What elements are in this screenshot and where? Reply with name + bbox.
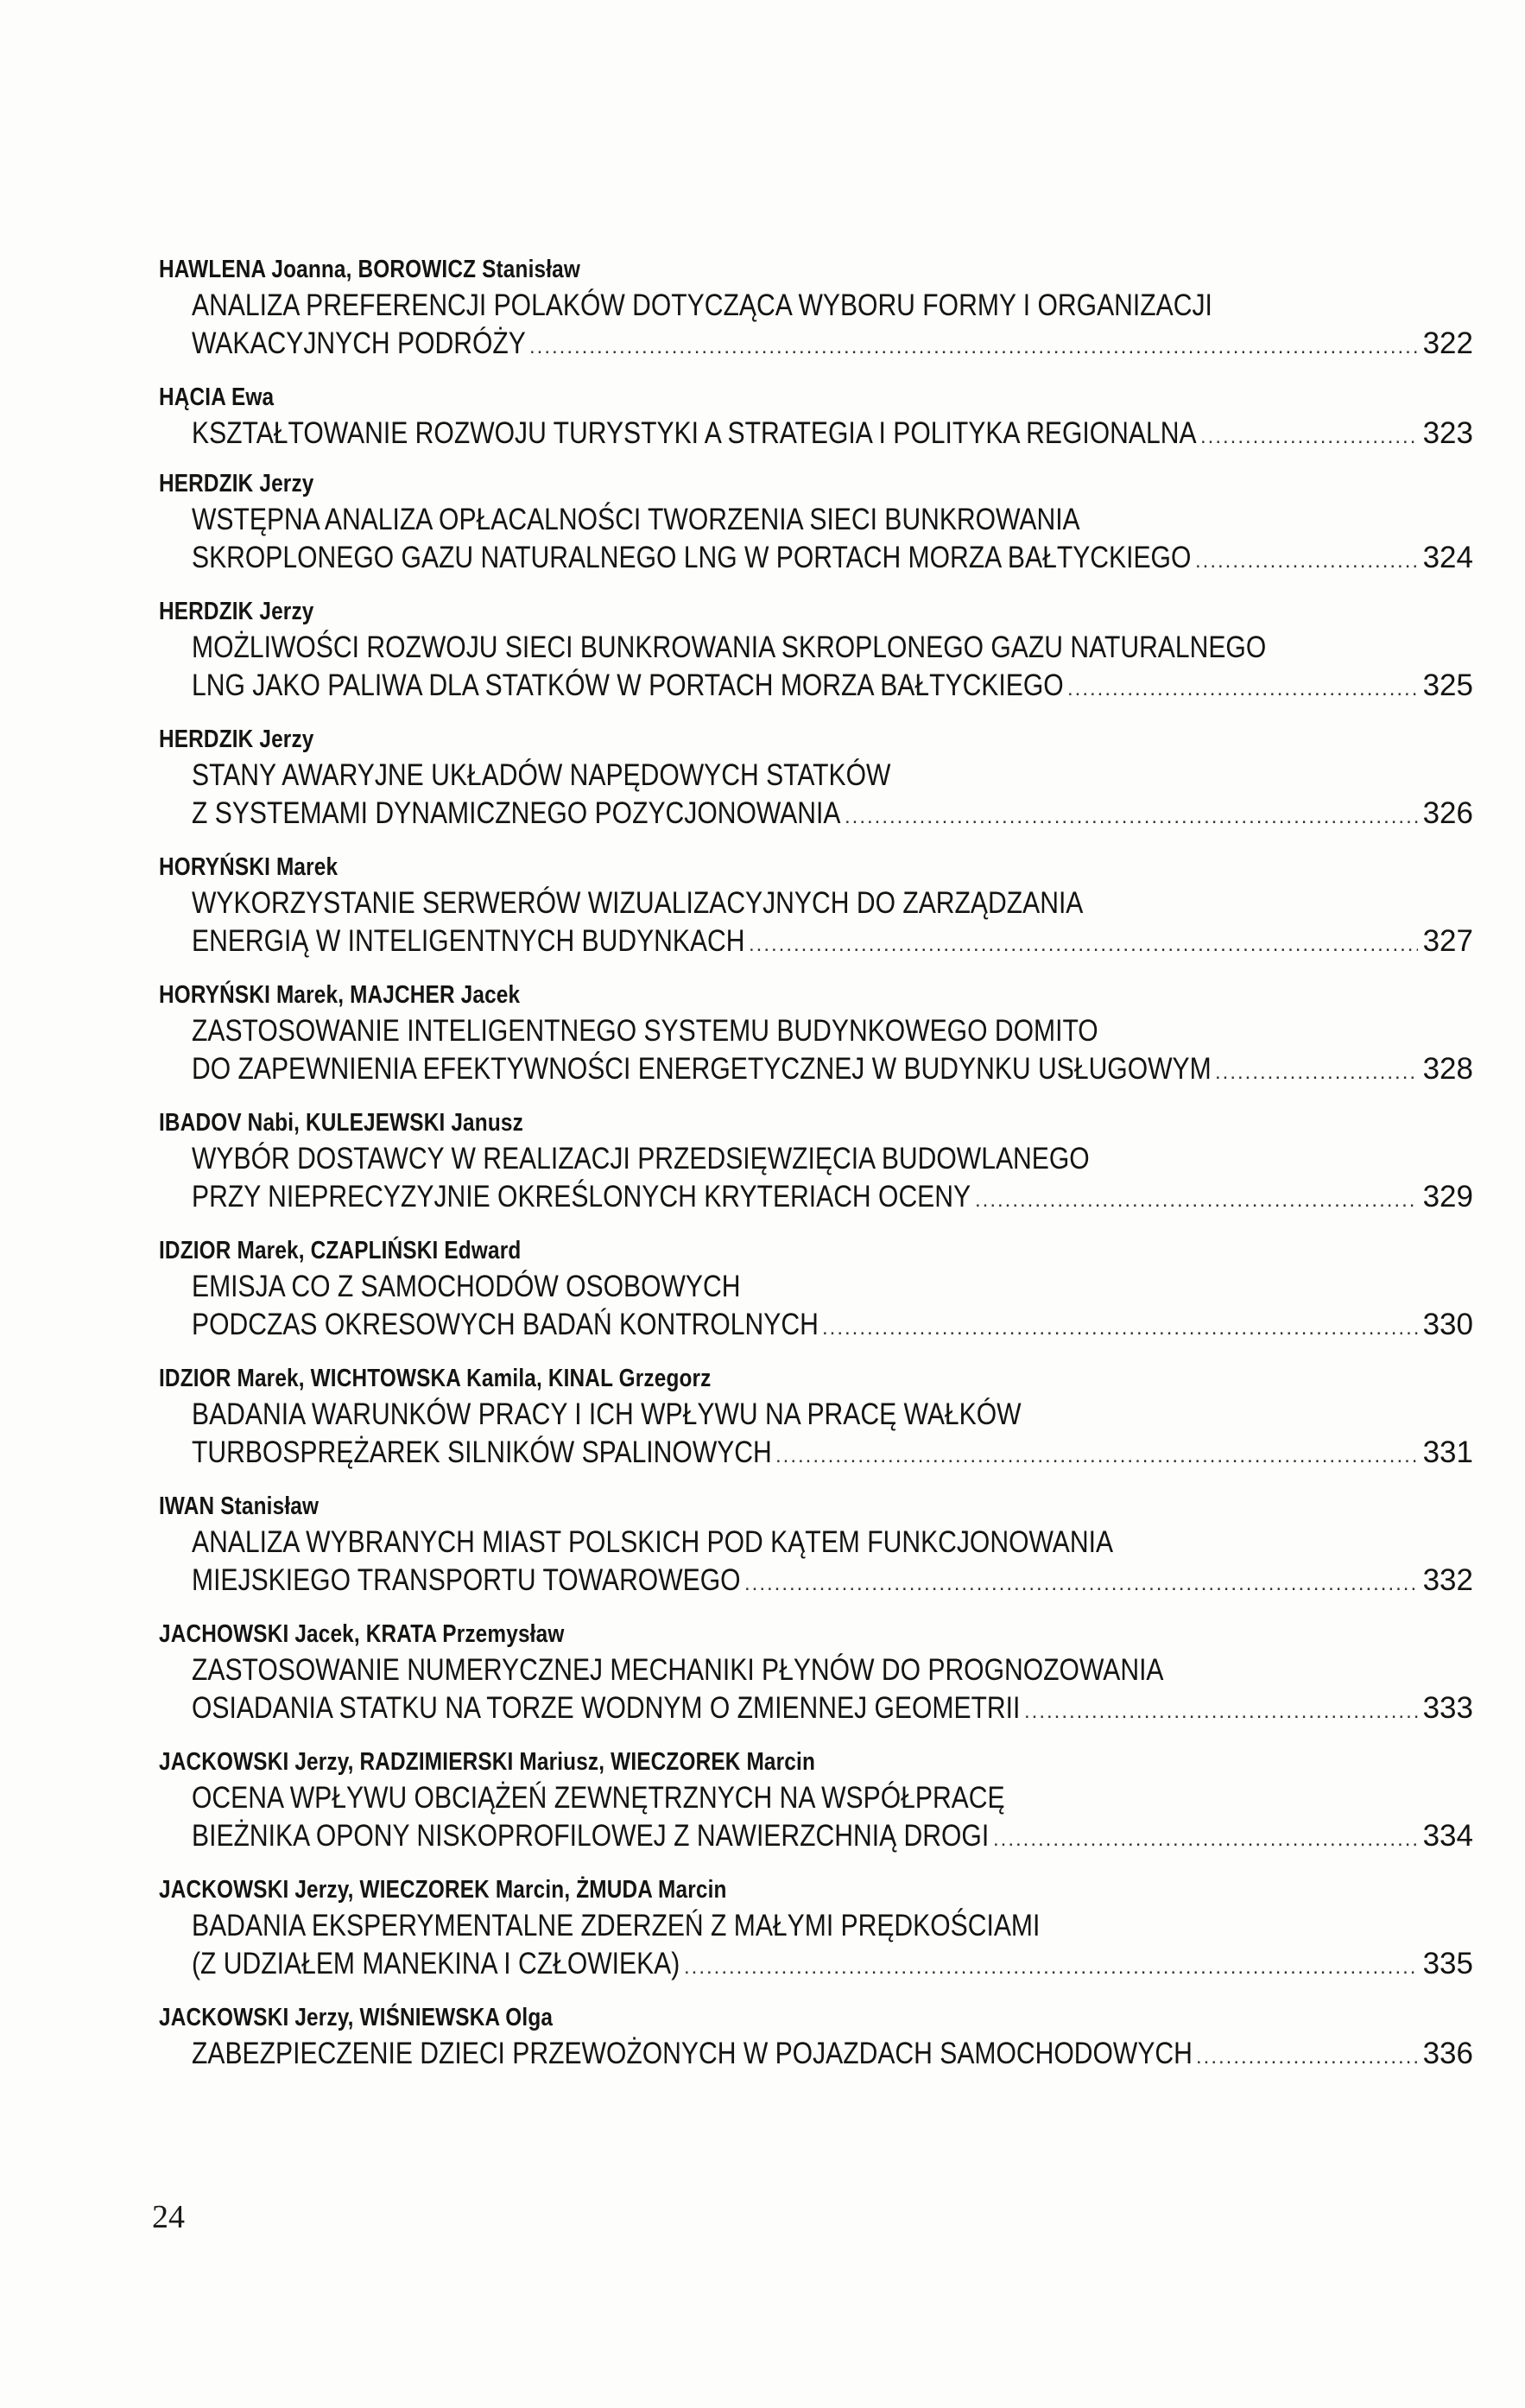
entry-title-text (192, 1689, 1021, 1727)
toc-entry (159, 466, 1473, 594)
entry-authors: HERDZIK Jerzy (159, 726, 314, 753)
entry-title-text-inner: MIEJSKIEGO TRANSPORTU TOWAROWEGO (192, 1563, 741, 1597)
entry-title-text (192, 922, 745, 960)
entry-page-number: 324 (1422, 541, 1473, 574)
entry-title-text: ZASTOSOWANIE INTELIGENTNEGO SYSTEMU BUDYNKOWEGO DOMITO (192, 1014, 1098, 1048)
entry-title-last-line (192, 1306, 1473, 1344)
entry-authors: IDZIOR Marek, CZAPLIŃSKI Edward (159, 1237, 522, 1264)
entry-title-text-inner: Z SYSTEMAMI DYNAMICZNEGO POZYCJONOWANIA (192, 796, 841, 830)
entry-title-line (192, 884, 1473, 922)
entry-page-number: 322 (1422, 326, 1473, 360)
entry-title-text (192, 1178, 971, 1216)
entry-title (159, 1140, 1473, 1216)
entry-page-number: 329 (1422, 1180, 1473, 1214)
entry-title-text-inner: OSIADANIA STATKU NA TORZE WODNYM O ZMIENNEJ GEOMETRII (192, 1691, 1021, 1725)
entry-title (159, 2035, 1473, 2073)
entry-title-line (192, 1268, 1473, 1306)
entry-title-text-inner: KSZTAŁTOWANIE ROZWOJU TURYSTYKI A STRATEGIA I POLITYKA REGIONALNA (192, 416, 1197, 450)
entry-title-text-inner: SKROPLONEGO GAZU NATURALNEGO LNG W PORTACH MORZA BAŁTYCKIEGO (192, 541, 1192, 574)
toc-entry (159, 594, 1473, 722)
entry-authors: JACKOWSKI Jerzy, RADZIMIERSKI Mariusz, WIECZOREK Marcin (159, 1748, 815, 1776)
entry-title-text (192, 1050, 1212, 1088)
entry-title (159, 1268, 1473, 1344)
toc-entry (159, 1745, 1473, 1873)
entry-authors: IWAN Stanisław (159, 1492, 320, 1520)
dot-leader (975, 1182, 1418, 1220)
entry-title-last-line (192, 1434, 1473, 1472)
toc-entry (159, 1233, 1473, 1361)
dot-leader (1067, 670, 1418, 708)
entry-authors: JACHOWSKI Jacek, KRATA Przemysław (159, 1620, 565, 1648)
entry-title-text: WSTĘPNA ANALIZA OPŁACALNOŚCI TWORZENIA SIECI BUNKROWANIA (192, 503, 1080, 536)
entry-authors: HAWLENA Joanna, BOROWICZ Stanisław (159, 256, 581, 283)
entry-authors: HERDZIK Jerzy (159, 470, 314, 497)
entry-title-line (192, 287, 1473, 325)
toc-entry (159, 1361, 1473, 1489)
entry-authors: HERDZIK Jerzy (159, 598, 314, 625)
entry-title-line (192, 1396, 1473, 1434)
entry-title-text (192, 1434, 772, 1472)
toc-entry (159, 1617, 1473, 1745)
entry-title-last-line (192, 1562, 1473, 1600)
entry-title (159, 501, 1473, 577)
entry-title (159, 757, 1473, 833)
toc-entry (159, 2000, 1473, 2087)
entry-page-number: 336 (1422, 2037, 1473, 2070)
entry-page-number: 332 (1422, 1563, 1473, 1597)
entry-title (159, 1779, 1473, 1855)
entry-title-text-inner: PRZY NIEPRECYZYJNIE OKREŚLONYCH KRYTERIACH OCENY (192, 1180, 971, 1214)
entry-page-number: 328 (1422, 1052, 1473, 1086)
entry-title-last-line (192, 539, 1473, 577)
entry-title-text: ANALIZA WYBRANYCH MIAST POLSKICH POD KĄTEM FUNKCJONOWANIA (192, 1525, 1114, 1559)
entry-title-last-line (192, 1178, 1473, 1216)
dot-leader (1196, 2038, 1418, 2076)
entry-page-number: 325 (1422, 669, 1473, 702)
entry-authors: HORYŃSKI Marek (159, 853, 339, 881)
toc-entry (159, 850, 1473, 978)
entry-authors: IBADOV Nabi, KULEJEWSKI Janusz (159, 1109, 523, 1137)
entry-title-last-line (192, 667, 1473, 705)
entry-title-line (192, 1524, 1473, 1562)
toc-entry (159, 380, 1473, 466)
entry-title-line (192, 629, 1473, 667)
entry-title-line (192, 1140, 1473, 1178)
toc-entry (159, 1106, 1473, 1233)
dot-leader (1215, 1054, 1418, 1092)
entry-page-number: 334 (1422, 1819, 1473, 1853)
entry-title-text: WYKORZYSTANIE SERWERÓW WIZUALIZACYJNYCH DO ZARZĄDZANIA (192, 886, 1084, 920)
entry-title-text: BADANIA EKSPERYMENTALNE ZDERZEŃ Z MAŁYMI PRĘDKOŚCIAMI (192, 1909, 1041, 1942)
entry-title-text-inner: DO ZAPEWNIENIA EFEKTYWNOŚCI ENERGETYCZNEJ W BUDYNKU USŁUGOWYM (192, 1052, 1212, 1086)
toc-entry (159, 252, 1473, 380)
entry-title-text (192, 1306, 819, 1344)
toc-entry (159, 978, 1473, 1106)
entry-title (159, 1012, 1473, 1088)
entry-title-text (192, 415, 1197, 453)
entry-title-text: ZASTOSOWANIE NUMERYCZNEJ MECHANIKI PŁYNÓW DO PROGNOZOWANIA (192, 1653, 1164, 1687)
entry-page-number: 326 (1422, 796, 1473, 830)
entry-title-line (192, 1779, 1473, 1817)
entry-title (159, 1907, 1473, 1983)
entry-title-text-inner: BIEŻNIKA OPONY NISKOPROFILOWEJ Z NAWIERZCHNIĄ DROGI (192, 1819, 990, 1853)
entry-title-last-line (192, 1050, 1473, 1088)
entry-title-text-inner: TURBOSPRĘŻAREK SILNIKÓW SPALINOWYCH (192, 1435, 772, 1469)
dot-leader (744, 1565, 1418, 1603)
entry-title-text (192, 1562, 741, 1600)
page-number: 24 (152, 2199, 185, 2235)
entry-title-text: STANY AWARYJNE UKŁADÓW NAPĘDOWYCH STATKÓW (192, 758, 891, 792)
entry-title-text (192, 667, 1064, 705)
entry-title (159, 1651, 1473, 1727)
entry-page-number: 331 (1422, 1435, 1473, 1469)
entry-title-line (192, 757, 1473, 795)
entry-title-text: OCENA WPŁYWU OBCIĄŻEŃ ZEWNĘTRZNYCH NA WSPÓŁPRACĘ (192, 1781, 1005, 1815)
dot-leader (1200, 418, 1418, 456)
entry-title (159, 884, 1473, 960)
entry-title-last-line (192, 795, 1473, 833)
entry-title-last-line (192, 1689, 1473, 1727)
entry-authors: HĄCIA Ewa (159, 383, 275, 411)
entry-authors: JACKOWSKI Jerzy, WIŚNIEWSKA Olga (159, 2004, 554, 2031)
dot-leader (529, 328, 1418, 366)
entry-page-number: 323 (1422, 416, 1473, 450)
entry-title-text-inner: (Z UDZIAŁEM MANEKINA I CZŁOWIEKA) (192, 1947, 680, 1980)
entry-title-line (192, 1651, 1473, 1689)
toc-entry (159, 1489, 1473, 1617)
entry-authors: HORYŃSKI Marek, MAJCHER Jacek (159, 981, 521, 1009)
entry-title-last-line (192, 325, 1473, 363)
entry-title (159, 415, 1473, 453)
table-of-contents (159, 252, 1473, 2087)
entry-title-last-line (192, 1945, 1473, 1983)
entry-title-text (192, 1817, 990, 1855)
entry-title-text-inner: WAKACYJNYCH PODRÓŻY (192, 326, 526, 360)
entry-title-text (192, 539, 1192, 577)
entry-title-text-inner: LNG JAKO PALIWA DLA STATKÓW W PORTACH MORZA BAŁTYCKIEGO (192, 669, 1064, 702)
entry-title-last-line (192, 415, 1473, 453)
entry-page-number: 333 (1422, 1691, 1473, 1725)
entry-title (159, 629, 1473, 705)
entry-title-line (192, 1907, 1473, 1945)
entry-title (159, 287, 1473, 363)
dot-leader (822, 1309, 1418, 1347)
entry-title-text: MOŻLIWOŚCI ROZWOJU SIECI BUNKROWANIA SKROPLONEGO GAZU NATURALNEGO (192, 631, 1267, 664)
entry-title-text-inner: PODCZAS OKRESOWYCH BADAŃ KONTROLNYCH (192, 1308, 819, 1341)
dot-leader (1024, 1693, 1418, 1731)
entry-page-number: 335 (1422, 1947, 1473, 1980)
entry-authors: JACKOWSKI Jerzy, WIECZOREK Marcin, ŻMUDA Marcin (159, 1876, 727, 1904)
entry-title-text: BADANIA WARUNKÓW PRACY I ICH WPŁYWU NA PRACĘ WAŁKÓW (192, 1397, 1022, 1431)
entry-title-text: ANALIZA PREFERENCJI POLAKÓW DOTYCZĄCA WYBORU FORMY I ORGANIZACJI (192, 288, 1212, 322)
entry-title-text (192, 2035, 1193, 2073)
dot-leader (845, 798, 1418, 836)
entry-title (159, 1396, 1473, 1472)
toc-entry (159, 1873, 1473, 2000)
dot-leader (684, 1949, 1418, 1987)
toc-entry (159, 722, 1473, 850)
entry-title-last-line (192, 1817, 1473, 1855)
entry-title-text (192, 325, 526, 363)
entry-title (159, 1524, 1473, 1600)
entry-title-text-inner: ZABEZPIECZENIE DZIECI PRZEWOŻONYCH W POJAZDACH SAMOCHODOWYCH (192, 2037, 1193, 2070)
entry-title-text: EMISJA CO Z SAMOCHODÓW OSOBOWYCH (192, 1270, 741, 1303)
dot-leader (993, 1821, 1418, 1859)
entry-title-line (192, 501, 1473, 539)
entry-page-number: 327 (1422, 924, 1473, 958)
entry-title-line (192, 1012, 1473, 1050)
entry-title-text (192, 795, 841, 833)
entry-authors: IDZIOR Marek, WICHTOWSKA Kamila, KINAL Grzegorz (159, 1365, 712, 1392)
entry-title-text (192, 1945, 680, 1983)
entry-page-number: 330 (1422, 1308, 1473, 1341)
entry-title-text: WYBÓR DOSTAWCY W REALIZACJI PRZEDSIĘWZIĘCIA BUDOWLANEGO (192, 1142, 1090, 1175)
entry-title-text-inner: ENERGIĄ W INTELIGENTNYCH BUDYNKACH (192, 924, 745, 958)
entry-title-last-line (192, 2035, 1473, 2073)
entry-title-last-line (192, 922, 1473, 960)
dot-leader (775, 1437, 1418, 1475)
dot-leader (749, 926, 1418, 964)
dot-leader (1195, 542, 1418, 580)
